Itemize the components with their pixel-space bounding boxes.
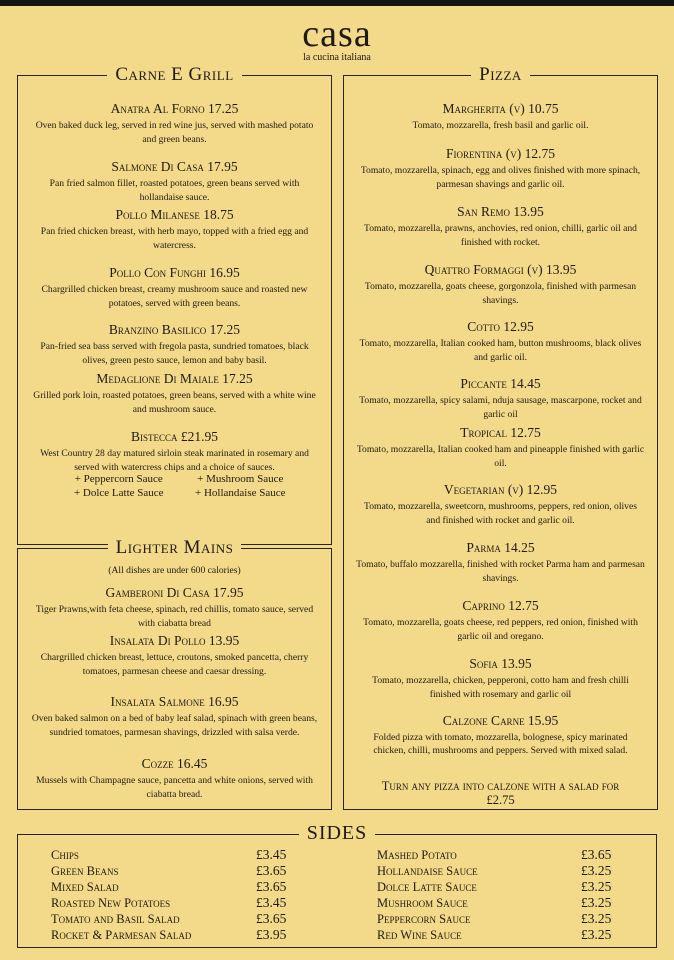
item-desc: Tomato, mozzarella, prawns, anchovies, red onion, chilli, garlic oil and finished with rocket. [364, 223, 637, 248]
side-item-price: £3.65 [256, 863, 287, 878]
sauce-option: + Dolce Latte Sauce [73, 487, 164, 499]
menu-item [30, 694, 319, 740]
item-name: Vegetarian (v) 12.95 [443, 482, 558, 497]
side-item-price: £3.45 [256, 847, 287, 862]
item-desc: West Country 28 day matured sirloin steak marinated in rosemary and served with watercress chips and a choice of sauces. [40, 448, 309, 473]
menu-item [30, 585, 319, 631]
item-name: Gamberoni Di Casa 17.95 [105, 585, 244, 600]
item-name: Sofia 13.95 [469, 656, 532, 671]
menu-item [30, 322, 319, 368]
item-desc: Tomato, mozzarella, spicy salami, nduja sausage, mascarpone, rocket and garlic oil [359, 395, 642, 420]
item-desc: Pan-fried sea bass served with fregola pasta, sundried tomatoes, black olives, green pesto sauce, lemon and baby basil. [40, 341, 309, 366]
menu-item [30, 159, 319, 205]
calorie-note: (All dishes are under 600 calories) [108, 565, 241, 576]
pizza-section [343, 64, 658, 810]
brand-name: casa [302, 13, 372, 55]
item-desc: Tomato, mozzarella, Italian cooked ham and pineapple finished with garlic oil. [356, 444, 645, 469]
side-item-name: Mixed Salad [51, 880, 119, 894]
item-desc: Tomato, mozzarella, goats cheese, red peppers, red onion, finished with garlic oil and oregano. [363, 617, 638, 642]
side-item-price: £3.65 [256, 911, 287, 926]
pizza-title: Pizza [471, 64, 530, 85]
item-name: Insalata Di Pollo 13.95 [109, 633, 240, 648]
side-item-price: £3.45 [256, 895, 287, 910]
menu-item [30, 756, 319, 802]
item-name: Cotto 12.95 [467, 319, 534, 334]
sides-title: SIDES [299, 822, 376, 844]
side-item-name: Peppercorn Sauce [377, 912, 471, 926]
menu-item [30, 207, 319, 253]
item-name: San Remo 13.95 [457, 204, 544, 219]
sauce-option: + Peppercorn Sauce [74, 473, 163, 485]
item-desc: Mussels with Champagne sauce, pancetta and white onions, served with ciabatta bread. [36, 775, 313, 800]
menu-item [356, 204, 645, 250]
calzone-offer-text: Turn any pizza into calzone with a salad for £2.75 [381, 779, 620, 807]
menu-item [30, 101, 319, 147]
menu-item [356, 376, 645, 422]
item-name: Fiorentina (v) 12.75 [445, 146, 556, 161]
menu-item [30, 371, 319, 417]
side-item-name: Chips [51, 848, 79, 862]
menu-item [368, 713, 633, 757]
sauce-option: + Hollandaise Sauce [194, 487, 286, 499]
menu-item [30, 429, 319, 475]
item-desc: Oven baked salmon on a bed of baby leaf salad, spinach with green beans, sundried tomatoes, parmesan shavings, drizzled with salsa verde. [31, 713, 318, 738]
item-name: Calzone Carne 15.95 [442, 713, 559, 728]
lighter-section [17, 537, 332, 810]
side-item-price: £3.25 [581, 927, 612, 942]
menu-item [356, 319, 645, 365]
side-item-name: Dolce Latte Sauce [377, 880, 477, 894]
item-desc: Tomato, mozzarella, Italian cooked ham, button mushrooms, black olives and garlic oil. [359, 338, 642, 363]
item-name: Cozze 16.45 [141, 756, 208, 771]
menu-item [30, 265, 319, 311]
menu-item [356, 262, 645, 308]
item-name: Insalata Salmone 16.95 [110, 694, 239, 709]
side-item-price: £3.65 [581, 847, 612, 862]
side-item-price: £3.95 [256, 927, 287, 942]
side-item-name: Rocket & Parmesan Salad [51, 928, 192, 942]
item-name: Anatra Al Forno 17.25 [110, 101, 239, 116]
item-name: Margherita (v) 10.75 [442, 101, 559, 116]
item-name: Parma 14.25 [466, 540, 535, 555]
item-name: Branzino Basilico 17.25 [108, 322, 241, 337]
side-item-name: Hollandaise Sauce [377, 864, 478, 878]
item-name: Pollo Con Funghi 16.95 [109, 265, 240, 280]
item-desc: Tomato, mozzarella, spinach, egg and olives finished with more spinach, parmesan shavings and garlic oil. [360, 165, 641, 190]
item-name: Tropical 12.75 [460, 425, 541, 440]
item-desc: Tiger Prawns,with feta cheese, spinach, red chillis, tomato sauce, served with ciabatta bread [35, 604, 314, 629]
side-item-price: £3.25 [581, 911, 612, 926]
top-border [0, 0, 674, 6]
sides-section [17, 822, 657, 948]
item-name: Bistecca £21.95 [130, 429, 218, 444]
carne-title: Carne E Grill [107, 64, 241, 85]
item-name: Medaglione Di Maiale 17.25 [96, 371, 253, 386]
lighter-note [30, 564, 319, 577]
item-name: Pollo Milanese 18.75 [115, 207, 234, 222]
menu-item [30, 633, 319, 679]
side-item-price: £3.25 [581, 895, 612, 910]
item-desc: Oven baked duck leg, served in red wine jus, served with mashed potato and green beans. [35, 120, 314, 145]
menu-item [356, 598, 645, 644]
side-item-name: Mushroom Sauce [377, 896, 468, 910]
side-item-price: £3.25 [581, 879, 612, 894]
item-name: Piccante 14.45 [460, 376, 541, 391]
menu-item [356, 146, 645, 192]
menu-item [356, 656, 645, 702]
item-desc: Tomato, mozzarella, goats cheese, gorgonzola, finished with parmesan shavings. [364, 281, 637, 306]
item-desc: Tomato, mozzarella, fresh basil and garlic oil. [412, 120, 589, 131]
menu-item [356, 101, 645, 133]
item-name: Salmone Di Casa 17.95 [111, 159, 238, 174]
menu-item [356, 540, 645, 586]
item-desc: Tomato, buffalo mozzarella, finished with rocket Parma ham and parmesan shavings. [356, 559, 645, 584]
side-item-name: Green Beans [51, 864, 119, 878]
side-item-name: Tomato and Basil Salad [51, 912, 180, 926]
side-item-price: £3.65 [256, 879, 287, 894]
brand-header [0, 14, 674, 63]
menu-item [356, 425, 645, 471]
item-desc: Tomato, mozzarella, sweetcorn, mushrooms, peppers, red onion, olives and finished with rocket and garlic oil. [364, 501, 637, 526]
lighter-title: Lighter Mains [108, 537, 242, 558]
item-desc: Chargrilled chicken breast, creamy mushroom sauce and roasted new potatoes, served with green beans. [41, 284, 308, 309]
sauce-options [58, 473, 301, 499]
item-desc: Grilled pork loin, roasted potatoes, green beans, served with a white wine and mushroom sauce. [33, 390, 316, 415]
item-desc: Pan fried salmon fillet, roasted potatoes, green beans served with hollandaise sauce. [49, 178, 300, 203]
item-name: Quattro Formaggi (v) 13.95 [424, 262, 577, 277]
carne-section [17, 64, 332, 545]
item-name: Caprino 12.75 [462, 598, 539, 613]
side-item-name: Mashed Potato [377, 848, 457, 862]
item-desc: Pan fried chicken breast, with herb mayo, topped with a fried egg and watercress. [40, 226, 309, 251]
brand-tagline: la cucina italiana [303, 52, 371, 63]
item-desc: Chargrilled chicken breast, lettuce, croutons, smoked pancetta, cherry tomatoes, parmesan cheese and caesar dressing. [40, 652, 309, 677]
side-item-price: £3.25 [581, 863, 612, 878]
item-desc: Folded pizza with tomato, mozzarella, bolognese, spicy marinated chicken, chilli, mushrooms and peppers. Served with mixed salad. [373, 732, 628, 756]
item-desc: Tomato, mozzarella, chicken, pepperoni, cotto ham and fresh chilli finished with rosemary and garlic oil [372, 675, 629, 700]
side-item-name: Red Wine Sauce [377, 928, 462, 942]
calzone-offer [372, 779, 629, 807]
menu-item [356, 482, 645, 528]
side-item-name: Roasted New Potatoes [51, 896, 171, 910]
sauce-option: + Mushroom Sauce [197, 473, 284, 485]
